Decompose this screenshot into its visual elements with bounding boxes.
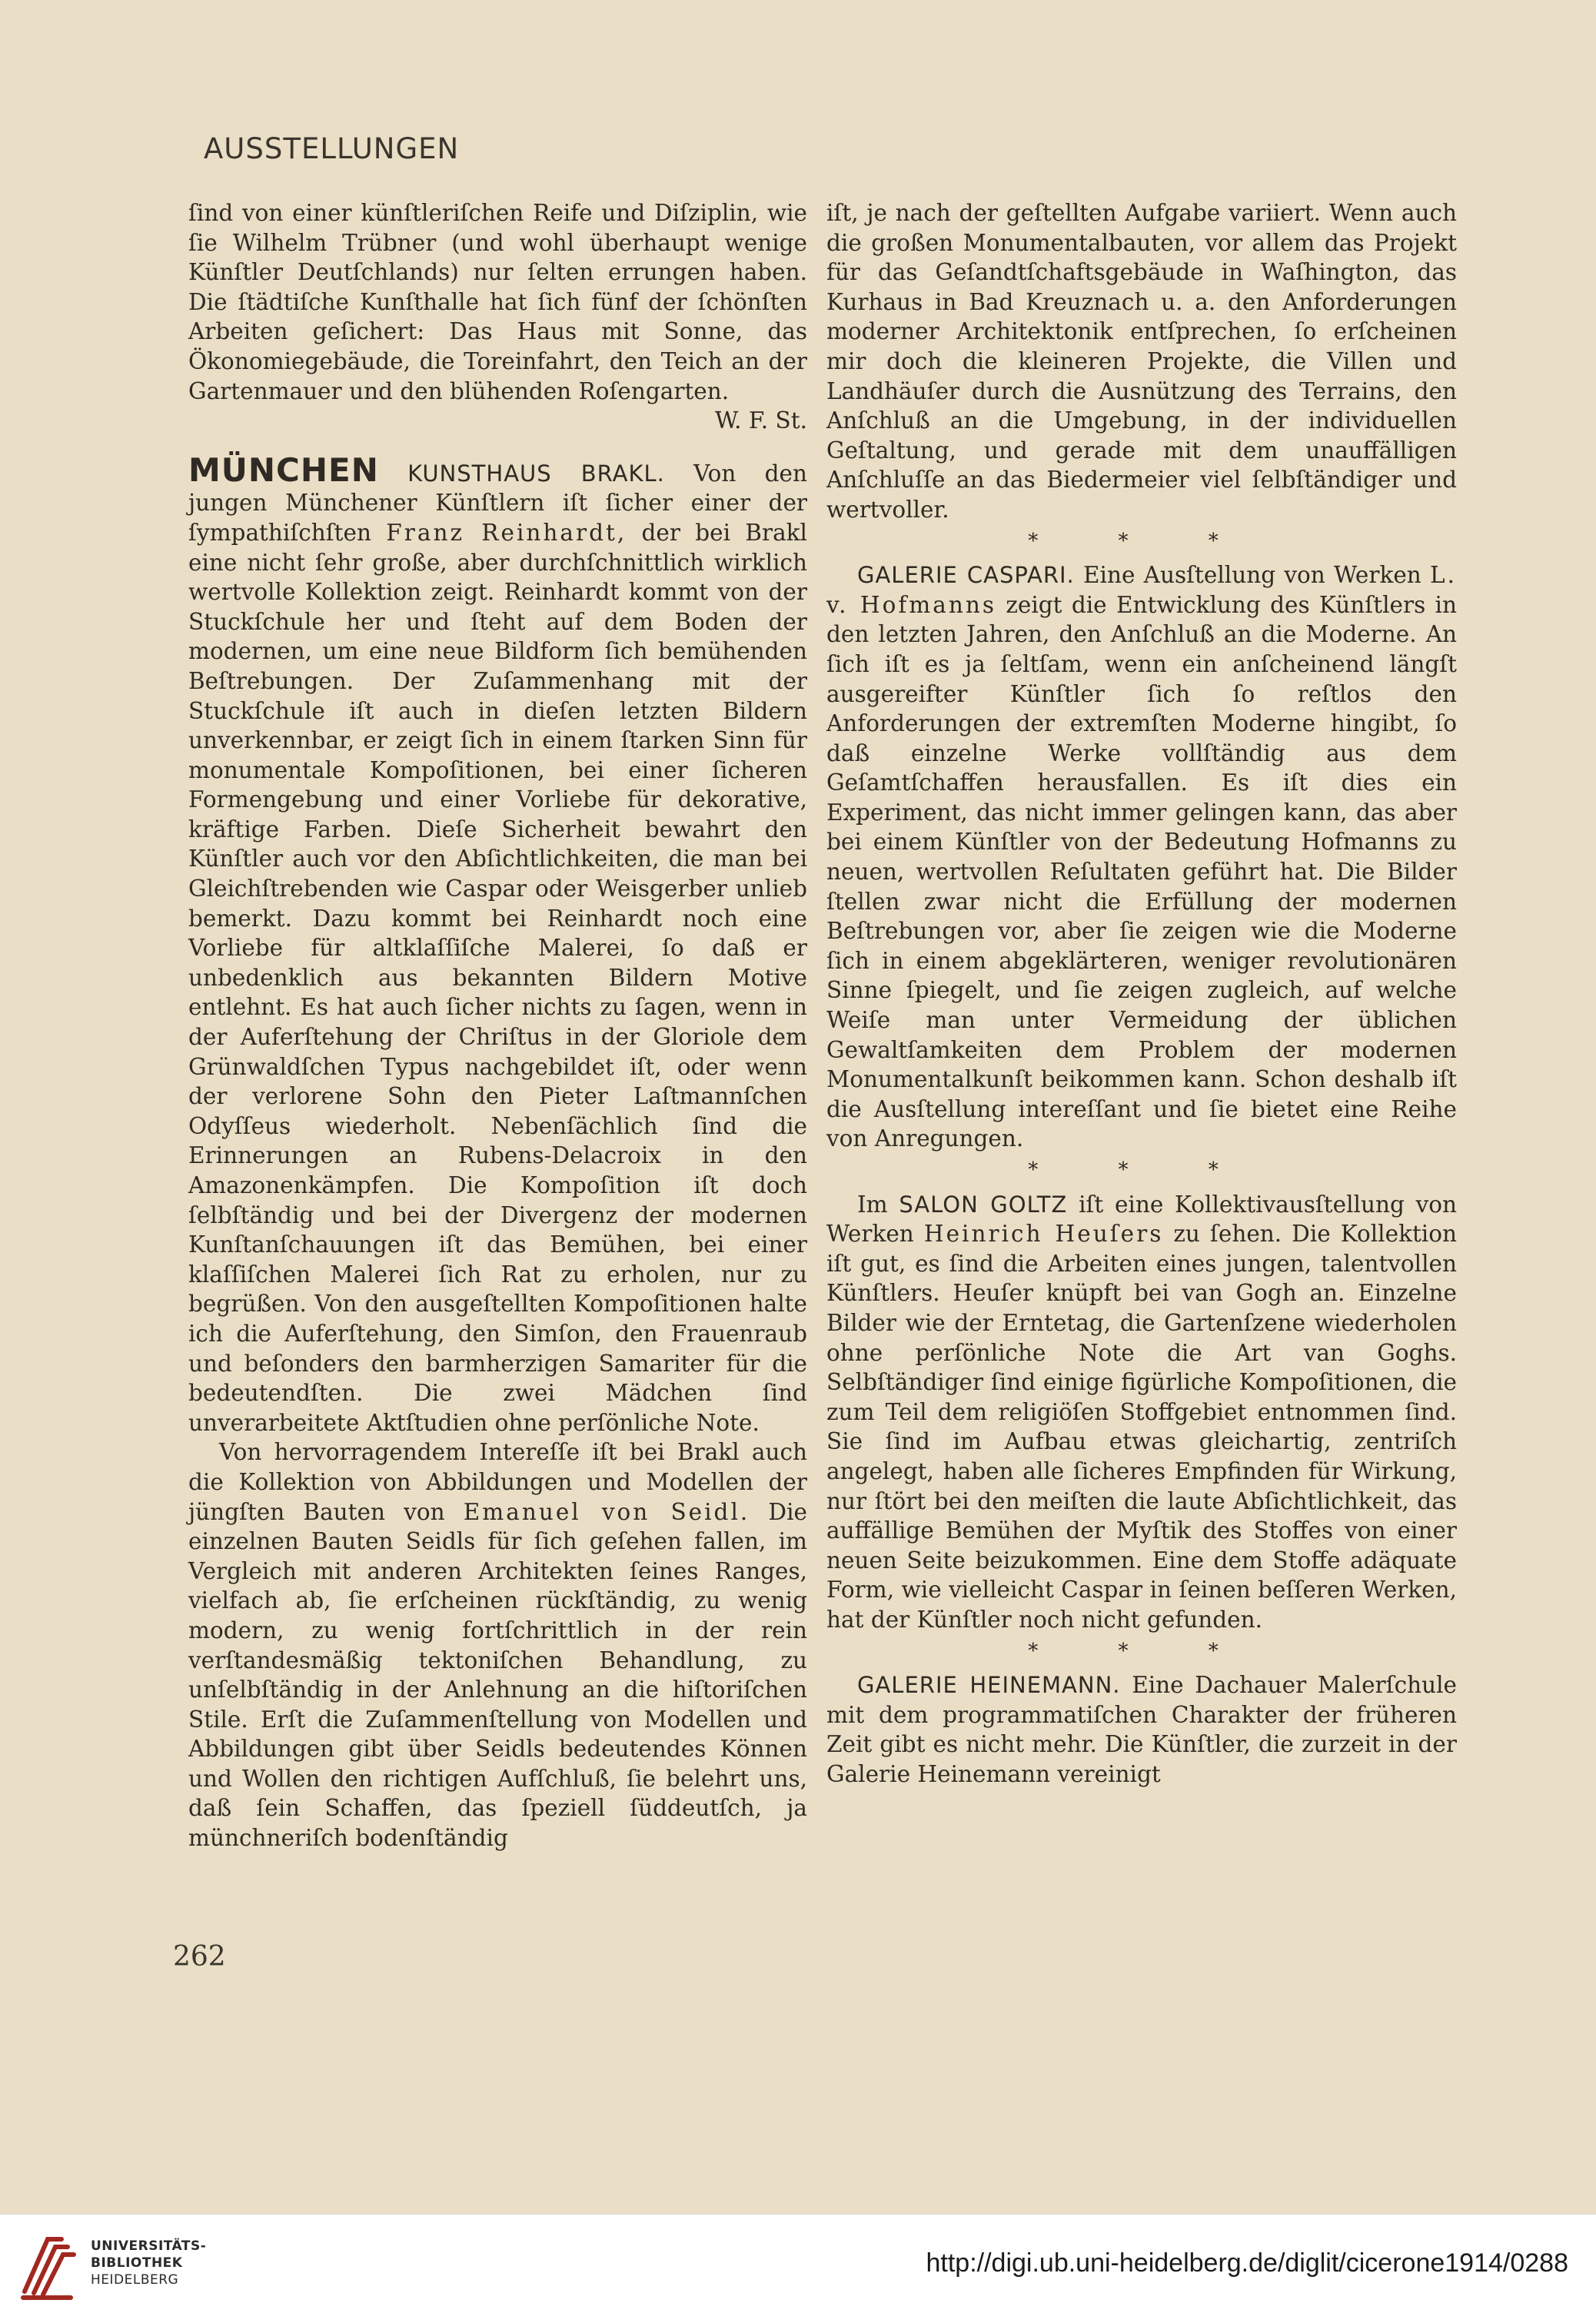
running-header: AUSSTELLUNGEN: [204, 132, 460, 165]
city-heading: MÜNCHEN: [188, 450, 379, 489]
paragraph-text: iſt, je nach der geſtellten Aufgabe variiert. Wenn auch die großen Monumentalbauten, vor allem das Projekt für das Geſandtſchaftsgebäude in Waſhington, das Kurhaus in Bad Kreuznach u. a. den Anforderungen moderner Architektonik entſprechen, ſo erſcheinen mir doch die kleineren Projekte, die Villen und Landhäuſer durch die Ausnützung des Terrains, den Anſchluß an die Umgebung, in der individuellen Geſtaltung, und gerade mit dem unauffälligen Anſchluſſe an das Biedermeier viel ſelbſtändiger und wertvoller.: [826, 200, 1457, 523]
paragraph-text: iſt eine Kollektivausſtellung von Werken: [826, 1191, 1457, 1248]
footer-bar: [0, 2214, 1596, 2323]
venue-heading: GALERIE CASPARI.: [857, 562, 1075, 589]
paragraph-text: ſind von einer künſtleriſchen Reife und Diſziplin, wie ſie Wilhelm Trübner (und wohl überhaupt wenige Künſtler Deutſchlands) nur ſelten errungen haben. Die ſtädtiſche Kunſthalle hat ſich fünf der ſchönſten Arbeiten geſichert: Das Haus mit Sonne, das Ökonomiegebäude, die Toreinfahrt, den Teich an der Gartenmauer und den blühenden Roſengarten.: [188, 200, 807, 404]
paragraph-text: Von den jungen Münchener Künſtlern iſt ſicher einer der ſympathiſchſten: [188, 460, 807, 546]
paragraph-text: Die einzelnen Bauten Seidls für ſich geſehen fallen, im Vergleich mit anderen Architekten ſeines Ranges, vielfach ab, ſie erſcheinen rückſtändig, zu wenig modern, zu wenig fortſchrittlich in der rein verſtandesmäßig tektoniſchen Behandlung, zu unſelbſtändig in der Anlehnung an die hiſtoriſchen Stile. Erſt die Zuſammenſtellung von Modellen und Abbildungen gibt über Seidls bedeutendes Können und Wollen den richtigen Aufſchluß, ſie belehrt uns, daß ſein Schaffen, das ſpeziell ſüddeutſch, ja münchneriſch bodenſtändig: [188, 1498, 807, 1852]
right-column: [826, 198, 1457, 1789]
article-galerie-heinemann: [826, 1670, 1457, 1789]
paragraph-continuation: [188, 198, 807, 406]
paragraph-text: zeigt die Entwicklung des Künſtlers in den letzten Jahren, den Anſchluß an die Moderne. An ſich iſt es ja ſeltſam, wenn ein anſcheinend längſt ausgereifter Künſtler ſich ſo reſtlos den Anforderungen der extremſten Moderne hingibt, ſo daß einzelne Werke vollſtändig aus dem Geſamtſchaffen herausfallen. Es iſt dies ein Experiment, das nicht immer gelingen kann, das aber bei einem Künſtler von der Bedeutung Hofmanns zu neuen, wertvollen Reſultaten geführt hat. Die Bilder ſtellen zwar nicht die Erfüllung der modernen Beſtrebungen vor, aber ſie zeigen wie die Moderne ſich in einem abgeklärteren, weniger revolutionären Sinne ſpiegelt, und ſie zeigen zugleich, auf welche Weiſe man unter Vermeidung der üblichen Gewaltſamkeiten dem Problem der modernen Monumentalkunſt beikommen kann. Schon deshalb iſt die Ausſtellung intereſſant und ſie bietet eine Reihe von Anregungen.: [826, 591, 1457, 1152]
section-separator: * * *: [1028, 1158, 1255, 1181]
venue-heading: SALON GOLTZ: [899, 1191, 1068, 1218]
artist-name: Heinrich Heuſers: [923, 1221, 1164, 1248]
paragraph-text: Eine Ausſtellung von Werken: [1083, 562, 1421, 589]
paragraph-text: zu ſehen. Die Kollektion iſt gut, es ſind die Arbeiten eines jungen, talentvollen Künſtlers. Heuſer knüpft bei van Gogh an. Einzelne Bilder wie der Erntetag, die Gartenſzene wiederholen ohne perſönliche Note die Art van Goghs. Selbſtändiger ſind einige figürliche Kompoſitionen, die zum Teil dem religiöſen Stoffgebiet entnommen ſind. Sie ſind im Aufbau etwas gleichartig, zentriſch angelegt, haben alle ſicheres Empfinden für Wirkung, nur ſtört bei den meiſten die laute Abſichtlichkeit, das auffällige Bemühen der Myſtik des Stoffes von einer neuen Seite beizukommen. Eine dem Stoffe adäquate Form, wie vielleicht Caspar in ſeinen beſſeren Werken, hat der Künſtler noch nicht gefunden.: [826, 1221, 1457, 1633]
paragraph-continuation: [826, 198, 1457, 525]
signature-line: [188, 406, 807, 436]
paragraph: [188, 1437, 807, 1853]
paragraph-text: Eine Dachauer Malerſchule mit dem programmatiſchen Charakter der früheren Zeit gibt es nicht mehr. Die Künſtler, die zurzeit in der Galerie Heinemann vereinigt: [826, 1672, 1457, 1787]
paragraph-text: der bei Brakl eine nicht ſehr große, aber durchſchnittlich wirklich wertvolle Kollektion zeigt. Reinhardt kommt von der Stuckſchule her und ſteht auf dem Boden der modernen, um eine neue Bildform ſich bemühenden Beſtrebungen. Der Zuſammenhang mit der Stuckſchule iſt auch in dieſen letzten Bildern unverkennbar, er zeigt ſich in einem ſtarken Sinn für monumentale Kompoſitionen, bei einer ſicheren Formengebung und einer Vorliebe für dekorative, kräftige Farben. Dieſe Sicherheit bewahrt den Künſtler auch vor den Abſichtlichkeiten, die man bei Gleichſtrebenden wie Caspar oder Weisgerber unlieb bemerkt. Dazu kommt bei Reinhardt noch eine Vorliebe für altklaſſiſche Malerei, ſo daß er unbedenklich aus bekannten Bildern Motive entlehnt. Es hat auch ſicher nichts zu ſagen, wenn in der Auferſtehung der Chriſtus in der Gloriole dem Grünwaldſchen Typus nachgebildet iſt, oder wenn der verlorene Sohn den Pieter Laſtmannſchen Odyſſeus wiederholt. Nebenſächlich ſind die Erinnerungen an Rubens-Delacroix in den Amazonenkämpfen. Die Kompoſition iſt doch ſelbſtändig und bei der Divergenz der modernen Kunſtanſchauungen iſt das Bemühen, bei einer klaſſiſchen Malerei ſich Rat zu erholen, nur zu begrüßen. Von den ausgeſtellten Kompoſitionen halte ich die Auferſtehung, den Simſon, den Frauenraub und beſonders den barmherzigen Samariter für die bedeutendſten. Die zwei Mädchen ſind unverarbeitete Aktſtudien ohne perſönliche Note.: [188, 519, 807, 1436]
venue-heading: KUNSTHAUS BRAKL.: [407, 460, 665, 487]
section-separator: * * *: [1028, 1639, 1255, 1663]
artist-name: L. v. Hofmanns: [826, 562, 1457, 618]
page-number: 262: [173, 1941, 226, 1972]
artist-name: Emanuel von Seidl.: [463, 1498, 750, 1525]
section-separator: * * *: [1028, 529, 1255, 553]
article-salon-goltz: [826, 1190, 1457, 1635]
venue-heading: GALERIE HEINEMANN.: [857, 1672, 1121, 1699]
article-galerie-caspari: [826, 560, 1457, 1154]
source-url-link[interactable]: http://digi.ub.uni-heidelberg.de/diglit/cicerone1914/0288: [926, 2248, 1568, 2278]
paragraph-text: Von hervorragendem Intereſſe iſt bei Brakl auch die Kollektion von Abbildungen und Modellen der jüngſten Bauten von: [188, 1439, 807, 1525]
author-signature: W. F. St.: [715, 407, 807, 434]
paragraph-text: Im: [857, 1191, 888, 1218]
article-muenchen: [188, 450, 807, 1438]
library-name: UNIVERSITÄTS- BIBLIOTHEK HEIDELBERG: [91, 2238, 207, 2288]
library-logo-icon: [17, 2230, 78, 2303]
artist-name: Franz Reinhardt,: [386, 519, 627, 546]
left-column: [188, 198, 807, 1853]
